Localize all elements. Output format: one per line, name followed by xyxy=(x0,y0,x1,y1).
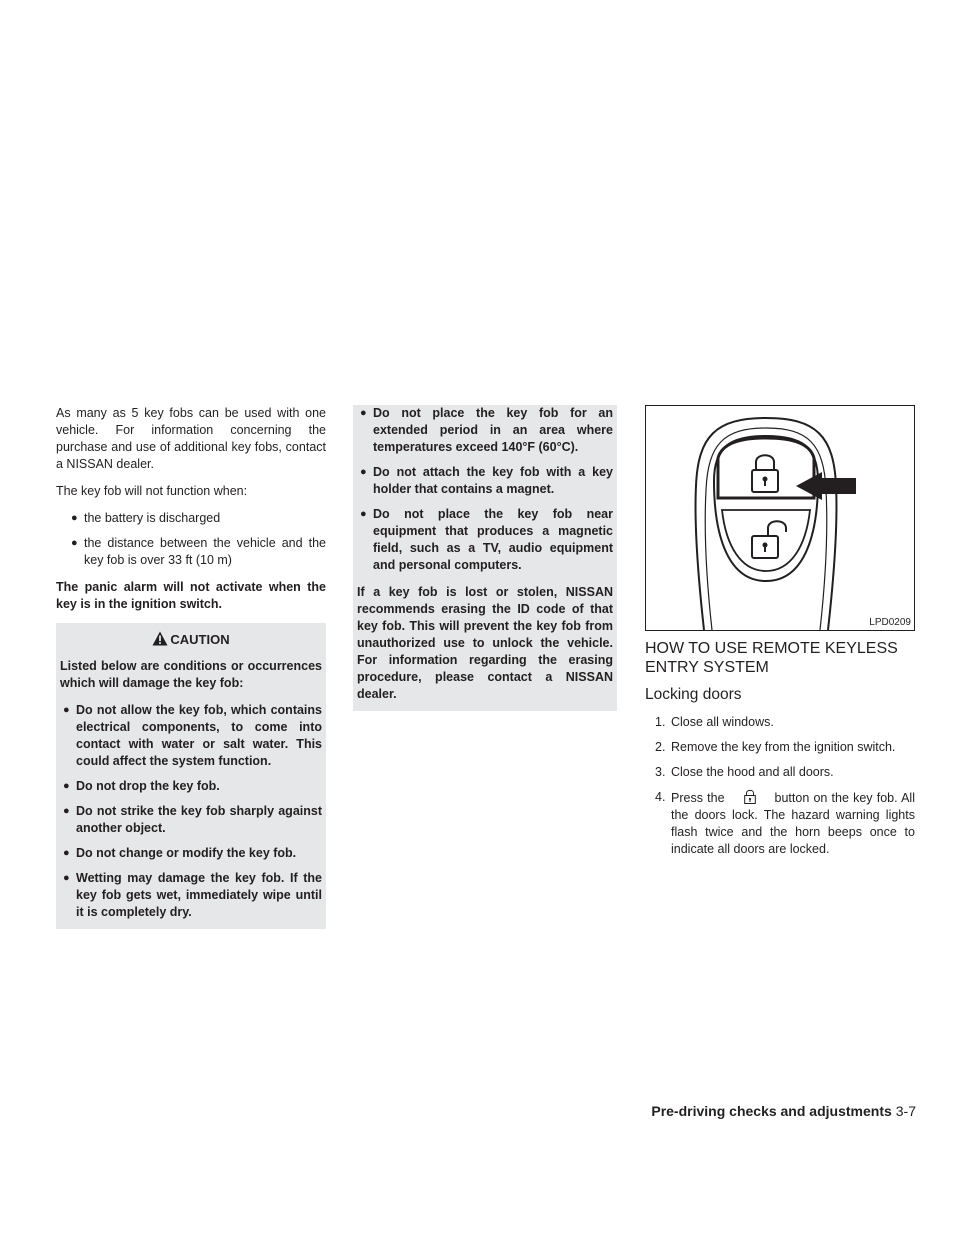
list-item: ● Do not drop the key fob. xyxy=(63,779,220,793)
lock-icon xyxy=(725,789,775,803)
caution-closing: If a key fob is lost or stolen, NISSAN recommends erasing the ID code of that key fob. This will prevent the key fob from unauthorized use to unlock the vehicle. For information regarding the erasing procedure, please contact a NISSAN dealer. xyxy=(357,585,613,701)
list-item: ● Do not place the key fob near equipment that produces a magnetic field, such as a TV, audio equipment and personal computers. xyxy=(360,507,613,572)
list-item: ● Do not allow the key fob, which contains electrical components, to come into contact with water or salt water. This could affect the system function. xyxy=(63,703,322,768)
bullet-icon: ● xyxy=(360,407,367,419)
list-item: ● Do not change or modify the key fob. xyxy=(63,846,297,860)
bullet-icon: ● xyxy=(71,537,78,549)
list-item: 3. Close the hood and all doors. xyxy=(655,765,834,779)
bullet-icon: ● xyxy=(63,872,70,884)
list-item: ● the battery is discharged xyxy=(71,511,221,525)
caution-lead: Listed below are conditions or occurrences which will damage the key fob: xyxy=(60,659,322,690)
caution-list-continued xyxy=(357,405,613,574)
bullet-icon: ● xyxy=(71,512,78,524)
figure-label: LPD0209 xyxy=(869,617,911,628)
not-function-lead: The key fob will not function when: xyxy=(56,484,248,498)
list-item: ● Wetting may damage the key fob. If the key fob gets wet, immediately wipe until it is completely dry. xyxy=(63,871,322,919)
section-subheading: Locking doors xyxy=(645,686,742,703)
steps-list xyxy=(645,714,915,858)
key-fob-figure xyxy=(645,405,915,631)
caution-box-continued xyxy=(353,405,617,711)
list-item: ● Do not strike the key fob sharply against another object. xyxy=(63,804,322,835)
caution-box xyxy=(56,623,326,929)
not-function-list xyxy=(56,510,326,569)
bullet-icon: ● xyxy=(360,466,367,478)
bullet-icon: ● xyxy=(63,780,70,792)
page-number: 3-7 xyxy=(895,1103,916,1119)
intro-paragraph: As many as 5 key fobs can be used with one vehicle. For information concerning the purchase and use of additional key fobs, contact a NISSAN dealer. xyxy=(56,406,326,471)
bullet-icon: ● xyxy=(63,847,70,859)
bullet-icon: ● xyxy=(360,508,367,520)
list-item: ● the distance between the vehicle and the key fob is over 33 ft (10 m) xyxy=(71,536,326,567)
panic-note: The panic alarm will not activate when the key is in the ignition switch. xyxy=(56,580,326,611)
list-item: 1. Close all windows. xyxy=(655,715,774,729)
warning-triangle-icon xyxy=(152,631,168,650)
bullet-icon: ● xyxy=(63,805,70,817)
list-item: 2. Remove the key from the ignition switch. xyxy=(655,740,896,754)
footer-section-title: Pre-driving checks and adjustments xyxy=(651,1103,892,1119)
bullet-icon: ● xyxy=(63,704,70,716)
key-fob-illustration xyxy=(646,406,914,630)
caution-header xyxy=(60,631,322,650)
right-column xyxy=(645,405,915,866)
list-item: ● Do not attach the key fob with a key holder that contains a magnet. xyxy=(360,465,613,496)
left-column xyxy=(56,405,326,929)
middle-column xyxy=(353,405,617,711)
caution-list xyxy=(60,702,322,921)
section-heading: HOW TO USE REMOTE KEYLESS ENTRY SYSTEM xyxy=(645,640,898,676)
caution-title: CAUTION xyxy=(170,632,230,647)
list-item: ● Do not place the key fob for an extended period in an area where temperatures exceed 140°F (60°C). xyxy=(360,406,613,454)
list-item: 4. Press the button on the key fob. All the doors lock. The hazard warning lights flash twice and the horn beeps once to indicate all doors are locked. xyxy=(655,790,915,856)
page-footer xyxy=(600,1102,916,1120)
